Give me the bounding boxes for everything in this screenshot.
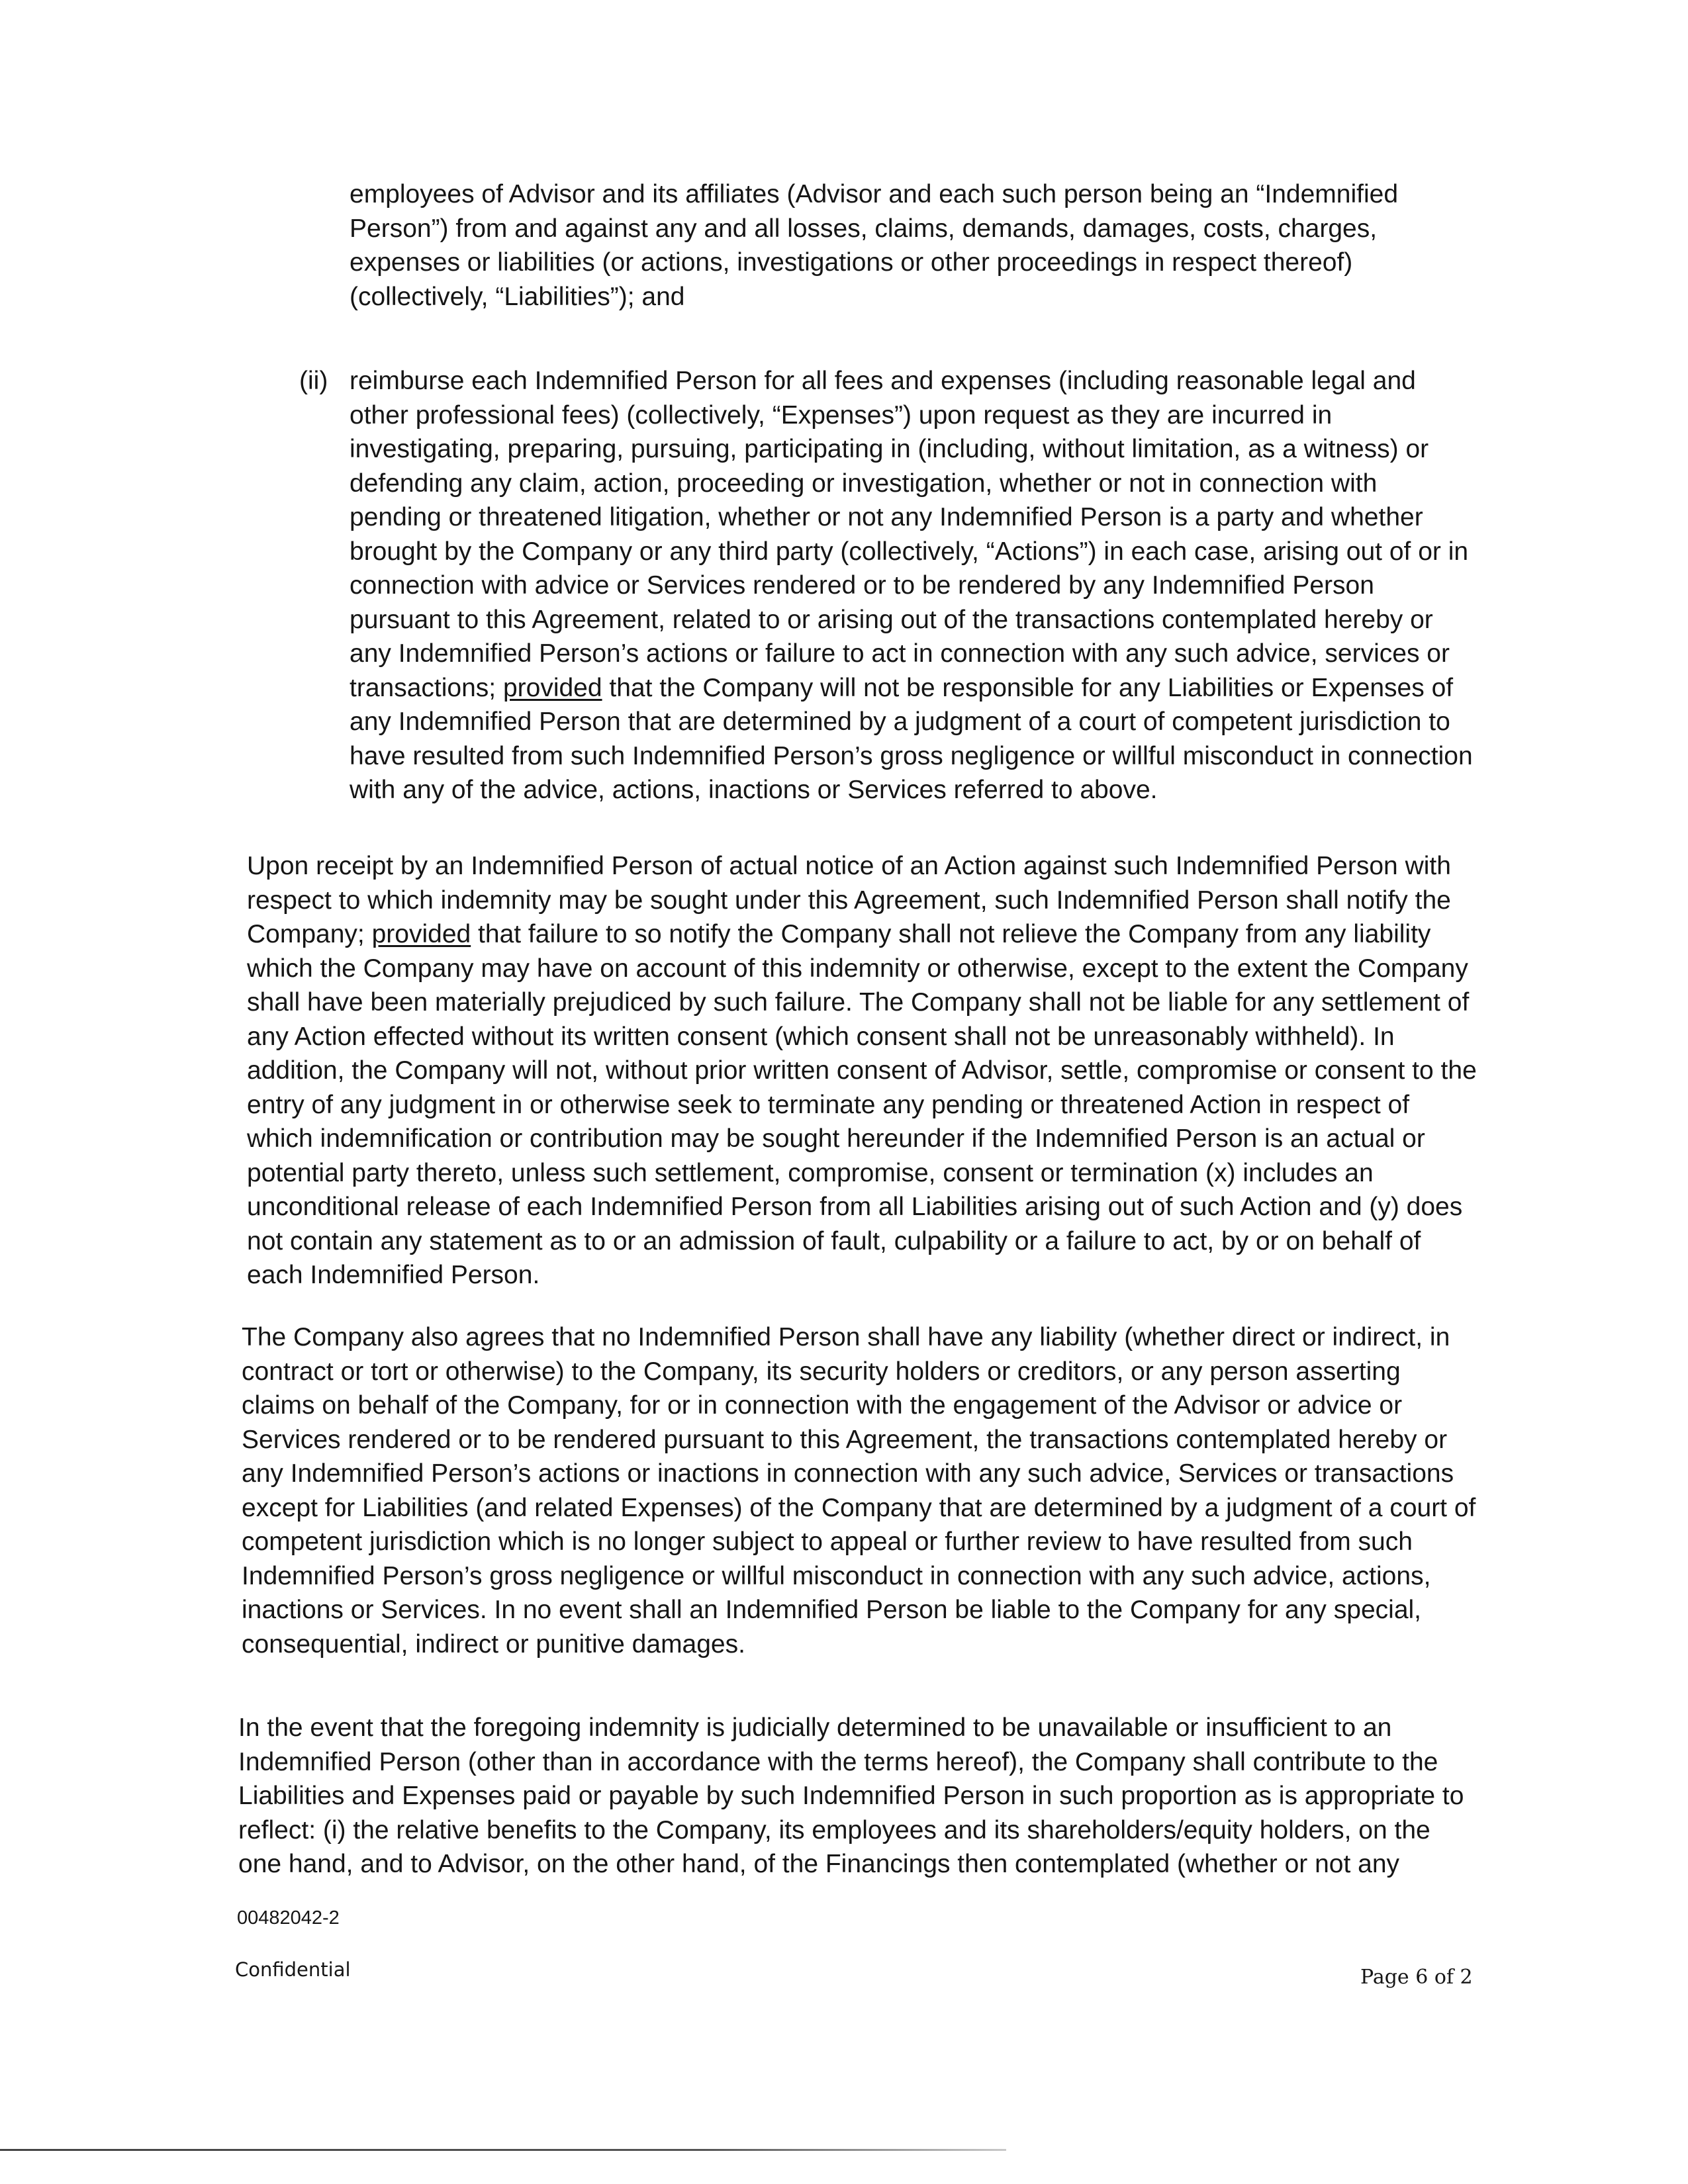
paragraph-indemnified-persons (350, 177, 1422, 314)
paragraph-text-after: that failure to so notify the Company shall not relieve the Company from any liability which the Company may have on account of this indemnity or otherwise, except to the extent the Company shall have been materially prejudiced by such failure. The Company shall not be liable for any settlement of any Action effected without its written consent (which consent shall not be unreasonably withheld). In addition, the Company will not, without prior written consent of Advisor, settle, compromise or consent to the entry of any judgment in or otherwise seek to terminate any pending or threatened Action in respect of which indemnification or contribution may be sought hereunder if the Indemnified Person is an actual or potential party thereto, unless such settlement, compromise, consent or termination (x) includes an unconditional release of each Indemnified Person from all Liabilities arising out of such Action and (y) does not contain any statement as to or an admission of fault, culpability or a failure to act, by or on behalf of each Indemnified Person. (247, 920, 1477, 1289)
paragraph-contribution (238, 1711, 1479, 1882)
page-number: Page 6 of 2 (1360, 1966, 1473, 1989)
paragraph-text: In the event that the foregoing indemnity is judicially determined to be unavailable or insufficient to an Indemnified Person (other than in accordance with the terms hereof), the Company shall contribute to the Liabilities and Expenses paid or payable by such Indemnified Person in such proportion as is appropriate to reflect: (i) the relative benefits to the Company, its employees and its shareholders/equity holders, on the one hand, and to Advisor, on the other hand, of the Financings then contemplated (whether or not any (238, 1713, 1464, 1878)
item-text-after: that the Company will not be responsible for any Liabilities or Expenses of any Indemnified Person that are determined by a judgment of a court of competent jurisdiction to have resulted from such Indemnified Person’s gross negligence or willful misconduct in connection with any of the advice, actions, inactions or Services referred to above. (350, 673, 1473, 804)
paragraph-text: The Company also agrees that no Indemnified Person shall have any liability (whether direct or indirect, in contract or tort or otherwise) to the Company, its security holders or creditors, or any person asserting claims on behalf of the Company, for or in connection with the engagement of the Advisor or advice or Services rendered or to be rendered pursuant to this Agreement, the transactions contemplated hereby or any Indemnified Person’s actions or inactions in connection with any such advice, Services or transactions except for Liabilities (and related Expenses) of the Company that are determined by a judgment of a court of competent jurisdiction which is no longer subject to appeal or further review to have resulted from such Indemnified Person’s gross negligence or willful misconduct in connection with any such advice, actions, inactions or Services. In no event shall an Indemnified Person be liable to the Company for any special, consequential, indirect or punitive damages. (242, 1323, 1476, 1659)
paragraph-no-liability (242, 1320, 1479, 1661)
paragraph-text-before: Upon receipt by an Indemnified Person of actual notice of an Action against such Indemnified Person with respect to which indemnity may be sought under this Agreement, such Indemnified Person shall notify the Company; (247, 852, 1451, 948)
scan-edge-line (0, 2149, 1006, 2151)
paragraph-text: employees of Advisor and its affiliates (Advisor and each such person being an “Indemnified Person”) from and against any and all losses, claims, demands, damages, costs, charges, expenses or liabilities (or actions, investigations or other proceedings in respect thereof) (collectively, “Liabilities”); and (350, 180, 1399, 311)
provided-underlined-term: provided (371, 920, 471, 948)
item-text-before: reimburse each Indemnified Person for all fees and expenses (including reasonable legal and other professional fees) (collectively, “Expenses”) upon request as they are incurred in investigating, preparing, pursuing, participating in (including, without limitation, as a witness) or defending any claim, action, proceeding or investigation, whether or not in connection with pending or threatened litigation, whether or not any Indemnified Person is a party and whether brought by the Company or any third party (collectively, “Actions”) in each case, arising out of or in connection with advice or Services rendered or to be rendered by any Indemnified Person pursuant to this Agreement, related to or arising out of the transactions contemplated hereby or any Indemnified Person’s actions or failure to act in connection with any such advice, services or transactions; (350, 367, 1469, 702)
document-number: 00482042-2 (237, 1907, 340, 1929)
paragraph-notice-of-action (247, 849, 1479, 1293)
confidential-label: Confidential (235, 1958, 351, 1981)
provided-underlined-term: provided (502, 673, 602, 702)
list-marker: (ii) (299, 367, 328, 395)
list-item-body (350, 364, 1475, 807)
